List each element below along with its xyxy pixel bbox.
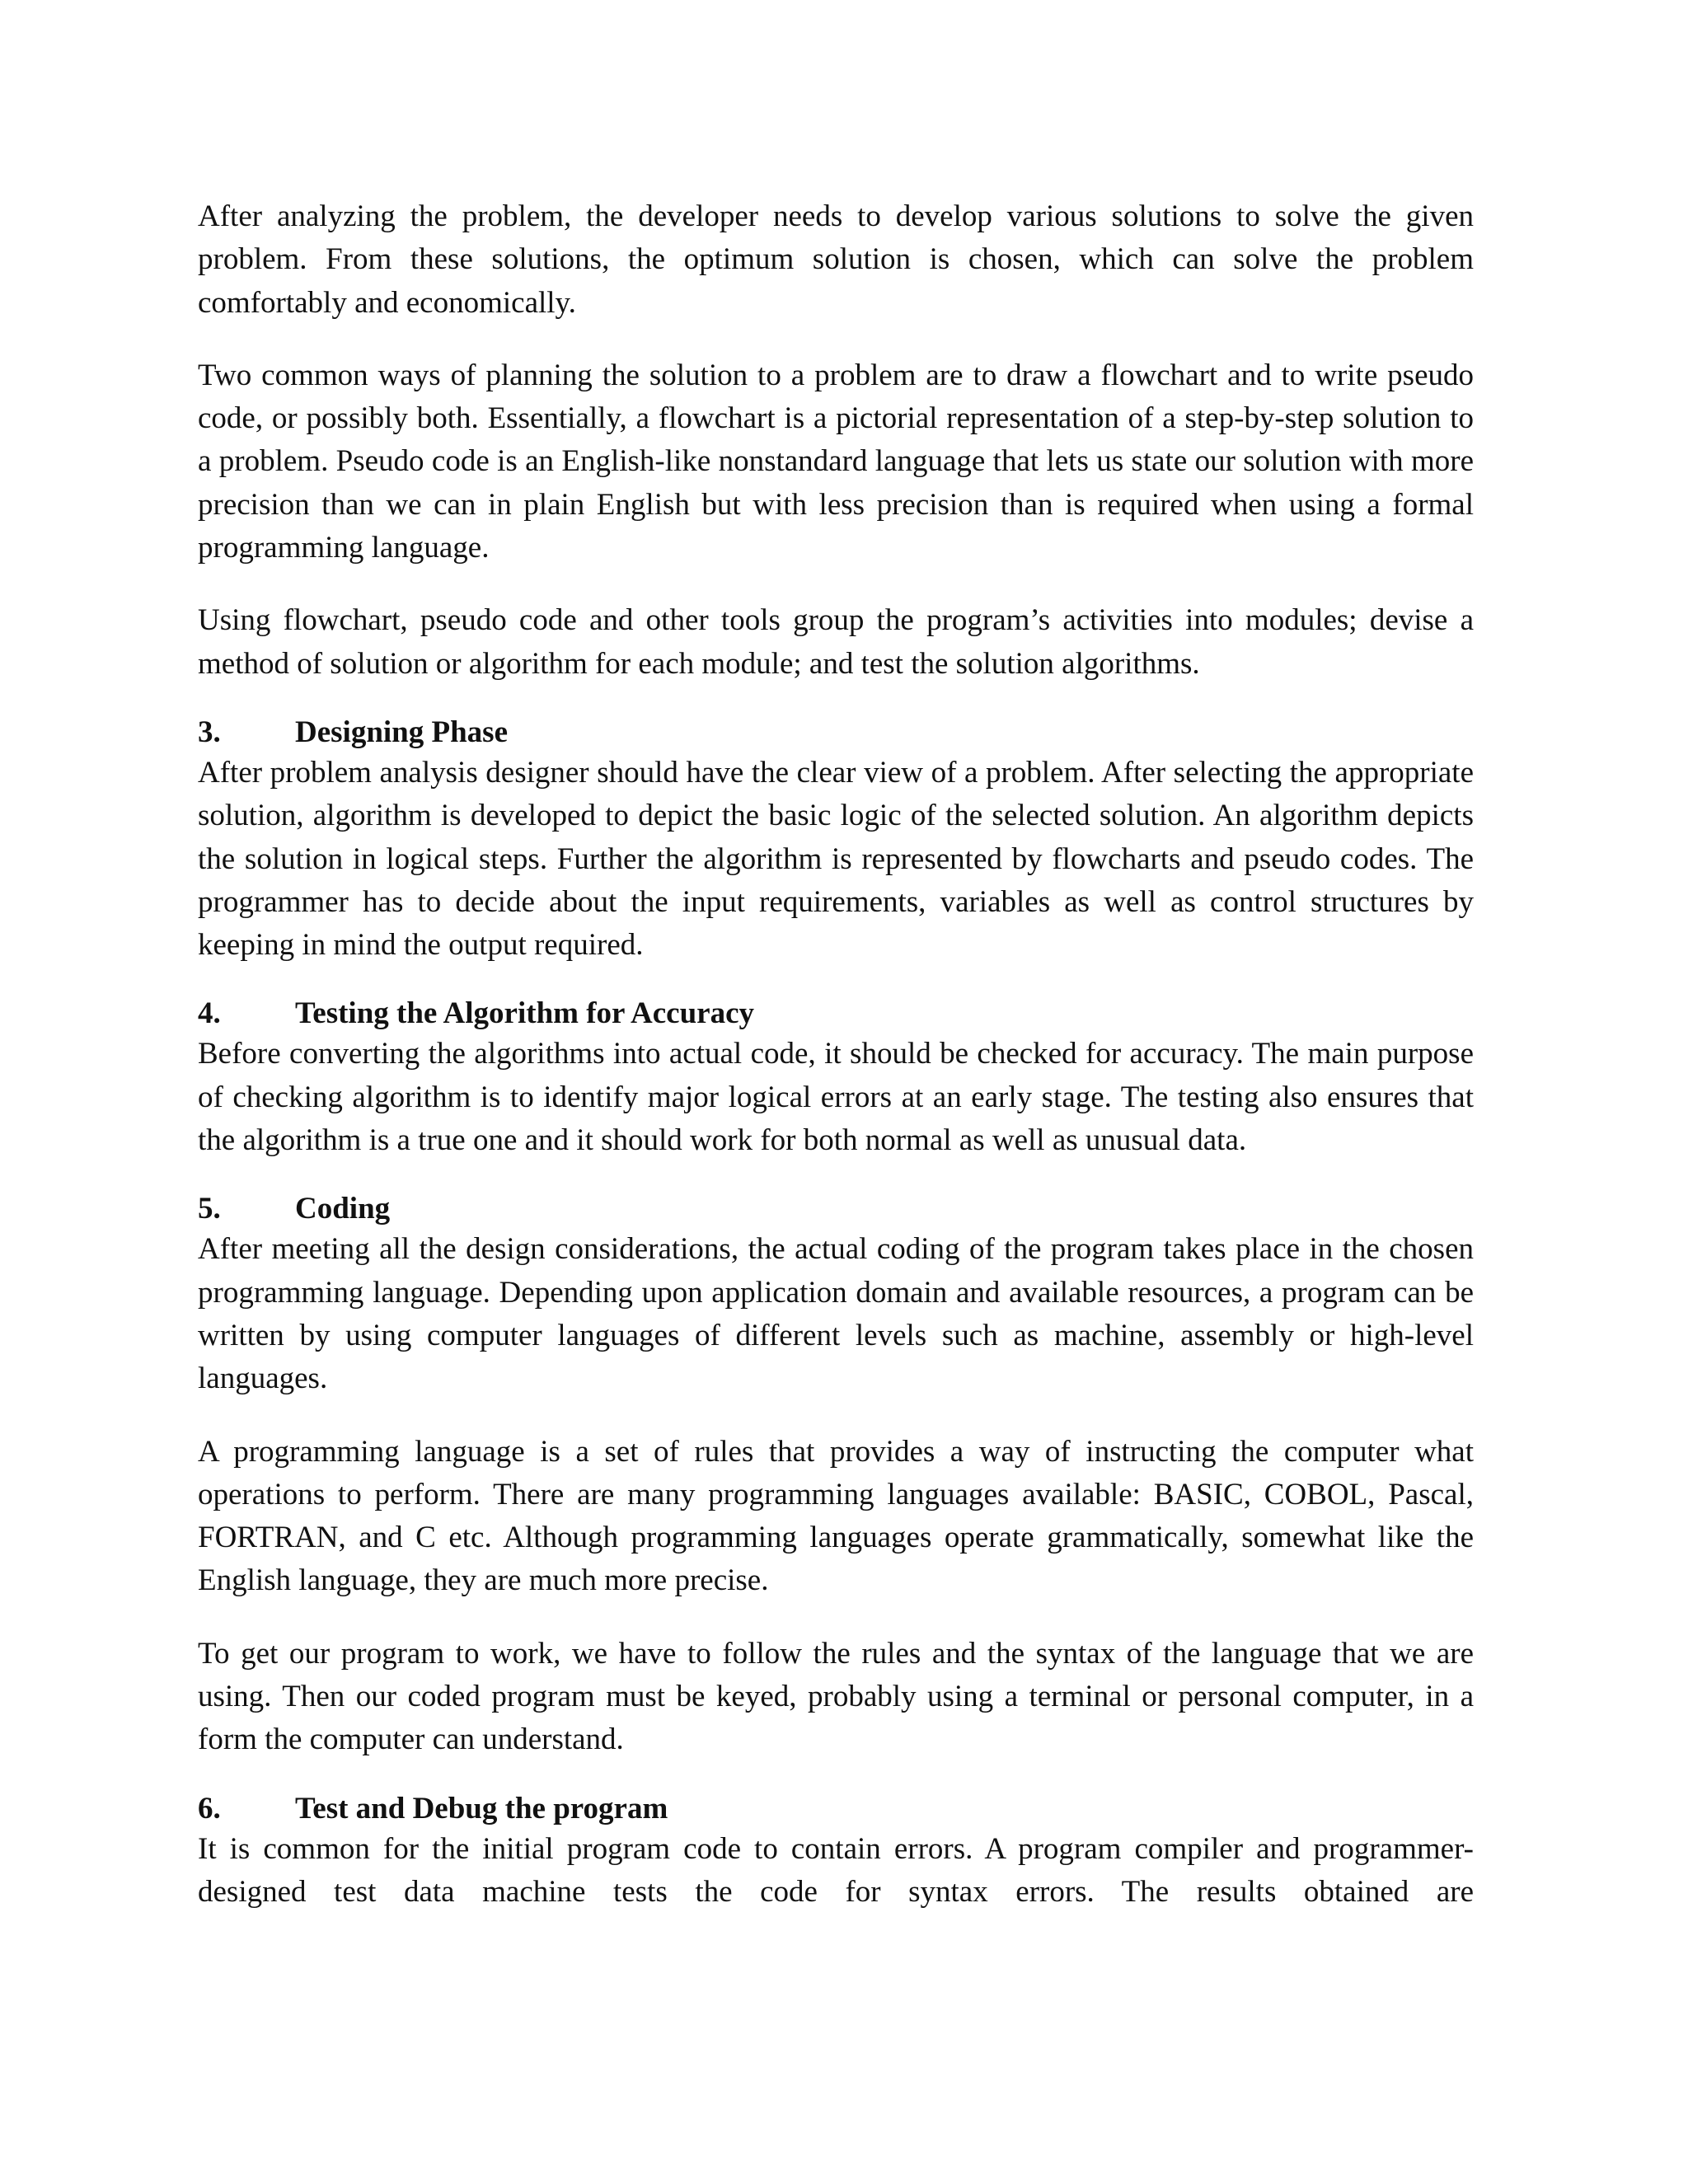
intro-paragraph-3: Using flowchart, pseudo code and other tools group the program’s activities into modules; devise a method of solution or algorithm for each module; and test the solution algorithms. xyxy=(198,603,1474,681)
section-designing-phase xyxy=(198,714,1474,967)
section-coding xyxy=(198,1190,1474,1761)
section-number: 6. xyxy=(198,1791,221,1825)
section-heading xyxy=(198,995,1474,1033)
section-heading xyxy=(198,1190,1474,1228)
intro-paragraph-1: After analyzing the problem, the developer needs to develop various solutions to solve the given problem. From these solutions, the optimum solution is chosen, which can solve the problem comfortably and economically. xyxy=(198,199,1474,320)
section-paragraph: It is common for the initial program code to contain errors. A program compiler and programmer-designed test data machine tests the code for syntax errors. The results obtained are xyxy=(198,1831,1474,1909)
section-paragraph: To get our program to work, we have to follow the rules and the syntax of the language that we are using. Then our coded program must be keyed, probably using a terminal or personal computer, in a form the computer can understand. xyxy=(198,1636,1474,1757)
section-title: Test and Debug the program xyxy=(295,1791,668,1825)
document-page xyxy=(198,195,1474,1914)
section-testing-algorithm xyxy=(198,995,1474,1162)
section-test-debug xyxy=(198,1790,1474,1915)
section-number: 3. xyxy=(198,715,221,749)
section-title: Designing Phase xyxy=(295,715,509,749)
section-heading xyxy=(198,714,1474,752)
intro-paragraph-2: Two common ways of planning the solution to a problem are to draw a flowchart and to write pseudo code, or possibly both. Essentially, a flowchart is a pictorial representation of a step-by-step solution to a problem. Pseudo code is an English-like nonstandard language that lets us state our solution with more precision than we can in plain English but with less precision than is required when using a formal programming language. xyxy=(198,358,1474,565)
section-title: Testing the Algorithm for Accuracy xyxy=(295,996,755,1031)
section-title: Coding xyxy=(295,1192,391,1226)
section-paragraph: After problem analysis designer should have the clear view of a problem. After selecting the appropriate solution, algorithm is developed to depict the basic logic of the selected solution. An algorithm depicts the solution in logical steps. Further the algorithm is represented by flowcharts and pseudo codes. The programmer has to decide about the input requirements, variables as well as control structures by keeping in mind the output required. xyxy=(198,755,1474,963)
section-number: 4. xyxy=(198,996,221,1031)
section-number: 5. xyxy=(198,1192,221,1226)
section-paragraph: A programming language is a set of rules that provides a way of instructing the computer what operations to perform. There are many programming languages available: BASIC, COBOL, Pascal, FORTRAN, and C etc. Although programming languages operate grammatically, somewhat like the English language, they are much more precise. xyxy=(198,1434,1474,1598)
section-paragraph: Before converting the algorithms into actual code, it should be checked for accuracy. The main purpose of checking algorithm is to identify major logical errors at an early stage. The testing also ensures that the algorithm is a true one and it should work for both normal as well as unusual data. xyxy=(198,1037,1474,1158)
section-paragraph: After meeting all the design considerations, the actual coding of the program takes place in the chosen programming language. Depending upon application domain and available resources, a program can be written by using computer languages of different levels such as machine, assembly or high-level languages. xyxy=(198,1232,1474,1396)
section-heading xyxy=(198,1790,1474,1828)
